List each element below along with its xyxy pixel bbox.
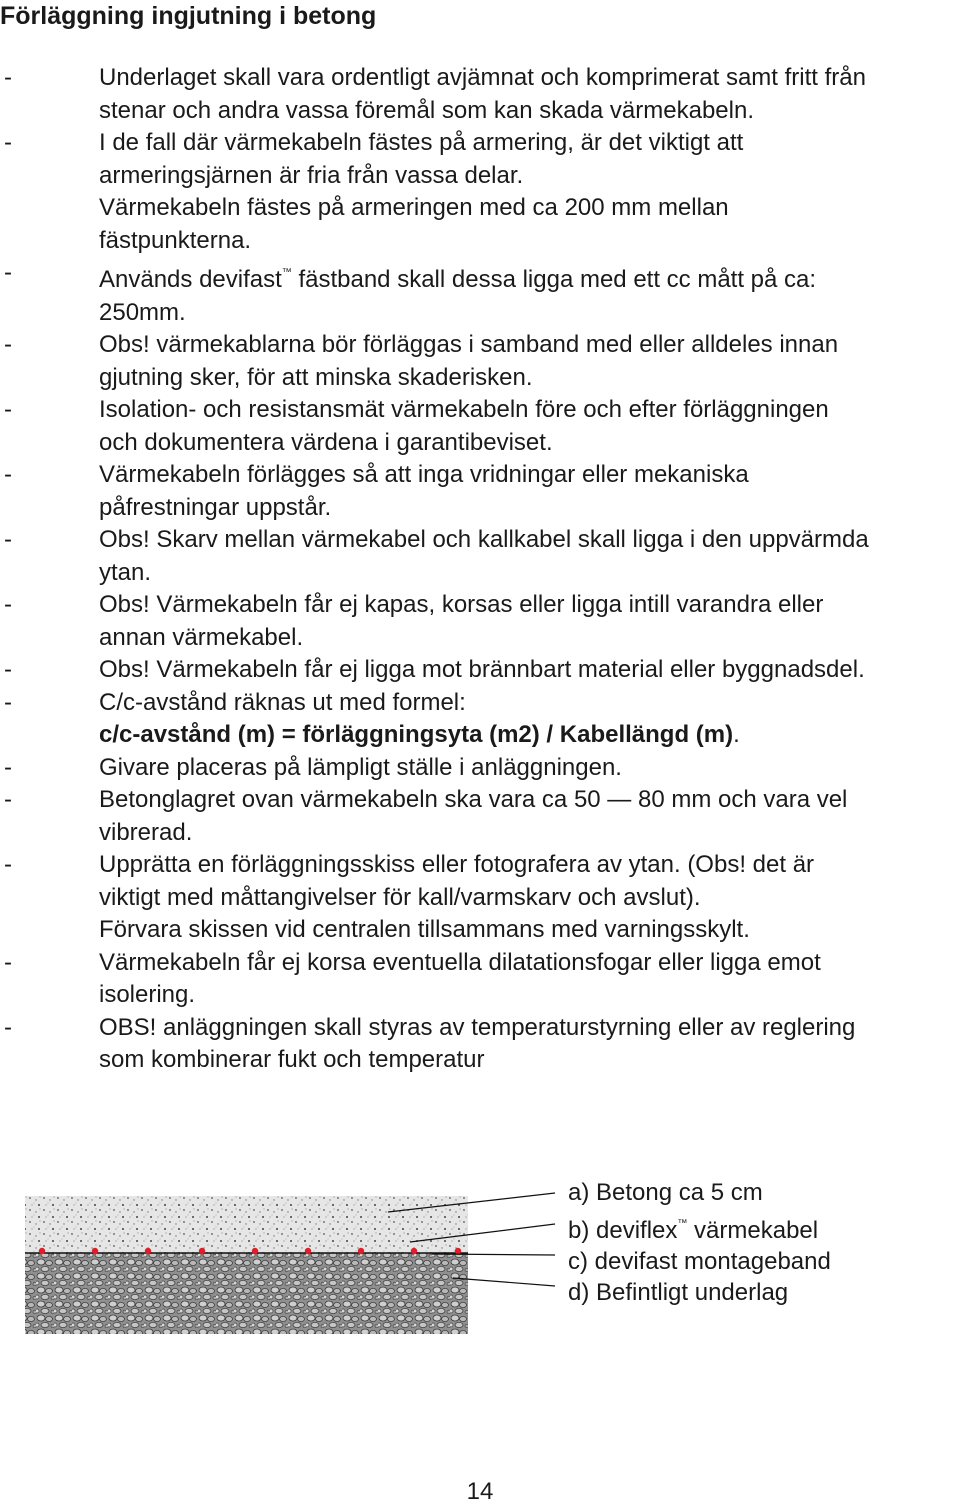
- item-text: gjutning sker, för att minska skaderisken.: [99, 363, 533, 391]
- item-text: vibrerad.: [99, 818, 193, 846]
- item-text: ytan.: [99, 558, 152, 586]
- list-dash: -: [4, 259, 12, 286]
- list-item: [0, 394, 960, 459]
- legend-item-d: d) Befintligt underlag: [568, 1279, 789, 1306]
- list-item: [0, 687, 960, 752]
- item-text: Obs! Värmekabeln får ej ligga mot brännbart material eller byggnadsdel.: [99, 656, 865, 683]
- trademark-symbol: ™: [677, 1218, 688, 1229]
- list-item: [0, 784, 960, 849]
- item-text: isolering.: [99, 981, 196, 1008]
- item-text: Givare placeras på lämpligt ställe i anläggningen.: [99, 753, 622, 781]
- heating-cable-dot: [92, 1248, 98, 1254]
- item-text: [99, 257, 960, 297]
- item-text: annan värmekabel.: [99, 623, 304, 651]
- heating-cable-dot: [455, 1248, 461, 1254]
- item-text: Värmekabeln förlägges så att inga vridningar eller mekaniska: [99, 461, 749, 488]
- subbase-layer: [25, 1253, 468, 1334]
- figure-legend: [568, 1177, 831, 1308]
- formula-line: [99, 719, 960, 752]
- list-dash: -: [4, 753, 12, 781]
- legend-item-b-text: b) deviflex: [568, 1217, 678, 1244]
- list-dash: -: [4, 396, 12, 423]
- legend-item-b: [568, 1208, 831, 1246]
- heating-cable-dot: [411, 1248, 417, 1254]
- legend-item-a: a) Betong ca 5 cm: [568, 1179, 763, 1206]
- item-text: som kombinerar fukt och temperatur: [99, 1046, 485, 1073]
- item-text: Obs! värmekablarna bör förläggas i samband med eller alldeles innan: [99, 331, 839, 358]
- item-text: 250mm.: [99, 298, 186, 326]
- heating-cable-dot: [199, 1248, 205, 1254]
- legend-item-b-rest: värmekabel: [687, 1217, 819, 1244]
- item-text: stenar och andra vassa föremål som kan skada värmekabeln.: [99, 96, 754, 124]
- item-text-end: fästband skall dessa ligga med ett cc mått på ca:: [291, 266, 817, 293]
- heating-cable-dot: [39, 1248, 45, 1254]
- list-dash: -: [4, 1013, 12, 1041]
- concrete-layer: [25, 1196, 468, 1253]
- item-text: armeringsjärnen är fria från vassa delar.: [99, 161, 524, 189]
- list-dash: -: [4, 656, 12, 683]
- item-text: Isolation- och resistansmät värmekabeln före och efter förläggningen: [99, 396, 829, 423]
- item-text: Betonglagret ovan värmekabeln ska vara ca 50 — 80 mm och vara vel: [99, 786, 848, 813]
- list-item: [0, 62, 960, 127]
- list-dash: -: [4, 331, 12, 358]
- heating-cable-dot: [358, 1248, 364, 1254]
- item-text: Upprätta en förläggningsskiss eller fotografera av ytan. (Obs! det är: [99, 851, 815, 878]
- list-item: [0, 459, 960, 524]
- list-dash: -: [4, 948, 12, 976]
- list-item: [0, 127, 960, 257]
- item-text: I de fall där värmekabeln fästes på armering, är det viktigt att: [99, 129, 744, 156]
- list-dash: -: [4, 64, 12, 91]
- list-item: [0, 589, 960, 654]
- item-text: Värmekabeln får ej korsa eventuella dilatationsfogar eller ligga emot: [99, 948, 821, 976]
- list-dash: -: [4, 851, 12, 878]
- list-item: [0, 524, 960, 589]
- leader-line-d: [453, 1278, 555, 1286]
- item-text: Värmekabeln fästes på armeringen med ca 200 mm mellan: [99, 194, 729, 221]
- list-dash: -: [4, 526, 12, 553]
- heating-cable-dot: [145, 1248, 151, 1254]
- item-text: och dokumentera värdena i garantibeviset.: [99, 428, 553, 456]
- list-dash: -: [4, 688, 12, 716]
- item-text: Förvara skissen vid centralen tillsammans med varningsskylt.: [99, 916, 750, 943]
- heating-cable-dot: [305, 1248, 311, 1254]
- page-title: Förläggning ingjutning i betong: [0, 2, 377, 30]
- list-item: [0, 654, 960, 687]
- heating-cable-dot: [252, 1248, 258, 1254]
- trademark-symbol: ™: [281, 267, 292, 278]
- list-item: [0, 1012, 960, 1077]
- item-text: påfrestningar uppstår.: [99, 493, 332, 521]
- list-dash: -: [4, 591, 12, 618]
- item-text-start: Används devifast: [99, 266, 282, 293]
- list-item: [0, 329, 960, 394]
- cc-formula: c/c-avstånd (m) = förläggningsyta (m2) / Kabellängd (m): [99, 721, 734, 748]
- item-text: viktigt med måttangivelser för kall/varmskarv och avslut).: [99, 883, 701, 911]
- item-text: C/c-avstånd räknas ut med formel:: [99, 688, 466, 716]
- list-item: [0, 752, 960, 785]
- page-number: 14: [466, 1478, 494, 1505]
- item-text: Obs! Skarv mellan värmekabel och kallkabel skall ligga i den uppvärmda: [99, 526, 869, 553]
- item-text: Obs! Värmekabeln får ej kapas, korsas eller ligga intill varandra eller: [99, 591, 824, 618]
- list-item: [0, 947, 960, 1012]
- list-item: [0, 257, 960, 329]
- legend-item-c: c) devifast montageband: [568, 1248, 831, 1275]
- item-text: Underlaget skall vara ordentligt avjämnat och komprimerat samt fritt från: [99, 64, 866, 91]
- formula-period: .: [733, 721, 740, 748]
- item-text: fästpunkterna.: [99, 226, 252, 254]
- instruction-list: [0, 62, 960, 1077]
- list-dash: -: [4, 786, 12, 813]
- list-dash: -: [4, 129, 12, 156]
- list-item: [0, 849, 960, 947]
- list-dash: -: [4, 461, 12, 488]
- item-text: OBS! anläggningen skall styras av temperaturstyrning eller av reglering: [99, 1013, 856, 1041]
